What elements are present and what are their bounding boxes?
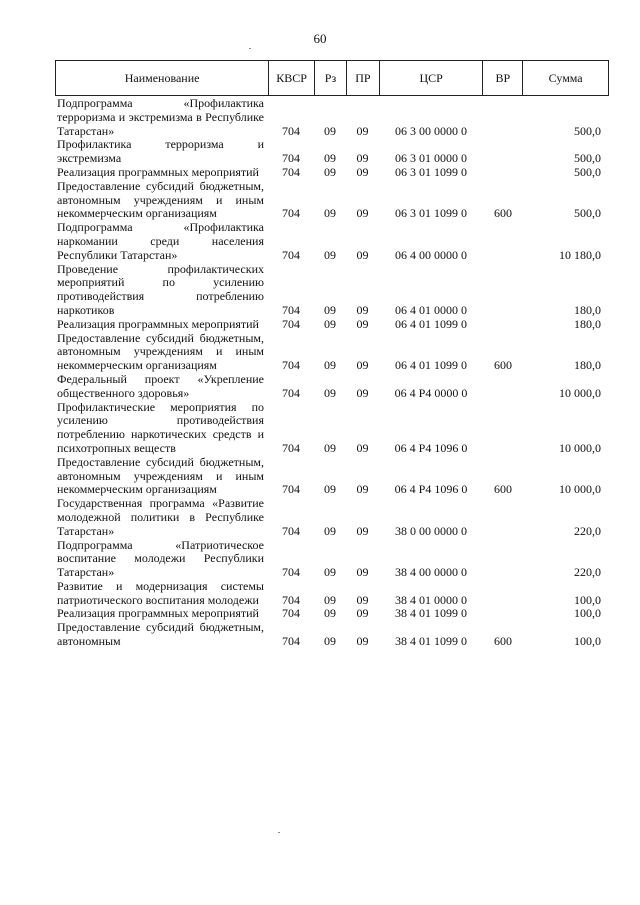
row-csr: 38 4 01 1099 0	[395, 634, 467, 649]
row-csr: 06 3 01 1099 0	[395, 164, 467, 179]
row-rz: 09	[324, 164, 336, 179]
row-csr: 06 4 01 0000 0	[395, 302, 467, 317]
row-csr: 38 0 00 0000 0	[395, 523, 467, 538]
row-vr	[483, 138, 523, 166]
row-rz: 09	[324, 247, 336, 262]
row-csr: 06 3 01 0000 0	[395, 151, 467, 166]
row-rz: 09	[324, 358, 336, 373]
row-pr: 09	[356, 247, 369, 262]
row-rz: 09	[324, 592, 336, 607]
row-kvsr: 704	[282, 302, 300, 317]
row-sum: 100,0	[574, 592, 601, 607]
row-vr: 600	[494, 206, 512, 221]
row-pr: 09	[356, 385, 369, 400]
table-row	[55, 180, 609, 221]
row-kvsr: 704	[282, 606, 300, 621]
row-name: Реализация программных мероприятий	[57, 316, 259, 331]
table-row	[55, 97, 609, 138]
row-pr: 09	[356, 358, 369, 373]
row-vr	[483, 318, 523, 332]
row-name: Предоставление субсидий бюджетным, автономным учреждениям и иным некоммерческим организациям	[57, 178, 264, 221]
row-sum: 10 000,0	[559, 440, 601, 455]
row-vr	[483, 373, 523, 401]
row-sum: 500,0	[574, 123, 601, 138]
row-kvsr: 704	[282, 206, 300, 221]
row-name: Профилактические мероприятия по усилению противодействия потреблению наркотических средств и психотропных веществ	[57, 399, 264, 455]
row-vr	[483, 580, 523, 608]
row-name: Реализация программных мероприятий	[57, 164, 259, 179]
row-pr: 09	[356, 151, 369, 166]
row-vr	[483, 97, 523, 138]
row-sum: 220,0	[574, 565, 601, 580]
row-sum: 220,0	[574, 523, 601, 538]
row-rz: 09	[324, 206, 336, 221]
row-kvsr: 704	[282, 634, 300, 649]
column-header-pr: ПР	[346, 61, 379, 95]
row-kvsr: 704	[282, 123, 300, 138]
row-name: Предоставление субсидий бюджетным, автономным учреждениям и иным некоммерческим организациям	[57, 454, 264, 497]
row-pr: 09	[356, 206, 369, 221]
row-pr: 09	[356, 123, 369, 138]
row-vr: 600	[494, 634, 512, 649]
row-name: Подпрограмма «Профилактика наркомании среди населения Республики Татарстан»	[57, 220, 264, 262]
row-kvsr: 704	[282, 592, 300, 607]
row-csr: 06 4 Р4 0000 0	[394, 385, 468, 400]
row-pr: 09	[356, 592, 369, 607]
row-kvsr: 704	[282, 316, 300, 331]
row-csr: 06 4 Р4 1096 0	[394, 482, 468, 497]
row-kvsr: 704	[282, 164, 300, 179]
row-kvsr: 704	[282, 358, 300, 373]
row-rz: 09	[324, 523, 336, 538]
row-rz: 09	[324, 151, 336, 166]
row-name: Федеральный проект «Укрепление общественного здоровья»	[57, 371, 264, 400]
row-name: Государственная программа «Развитие молодежной политики в Республике Татарстан»	[57, 496, 264, 538]
row-rz: 09	[324, 440, 336, 455]
row-sum: 100,0	[574, 606, 601, 621]
row-pr: 09	[356, 302, 369, 317]
row-vr	[483, 607, 523, 621]
row-kvsr: 704	[282, 440, 300, 455]
row-csr: 06 3 00 0000 0	[395, 123, 467, 138]
row-csr: 38 4 01 1099 0	[395, 606, 467, 621]
row-pr: 09	[356, 164, 369, 179]
row-name: Подпрограмма «Патриотическое воспитание молодежи Республики Татарстан»	[57, 537, 264, 580]
row-vr	[483, 166, 523, 180]
row-csr: 38 4 00 0000 0	[395, 565, 467, 580]
row-csr: 06 4 00 0000 0	[395, 247, 467, 262]
row-vr	[483, 221, 523, 262]
row-pr: 09	[356, 440, 369, 455]
column-header-vr: ВР	[482, 61, 522, 95]
row-vr	[483, 539, 523, 580]
row-csr: 06 4 Р4 1096 0	[394, 440, 468, 455]
row-vr	[483, 401, 523, 456]
row-pr: 09	[356, 565, 369, 580]
column-header-sum: Сумма	[522, 61, 608, 95]
row-kvsr: 704	[282, 565, 300, 580]
row-csr: 38 4 01 0000 0	[395, 592, 467, 607]
scan-speck	[249, 48, 251, 49]
column-header-csr: ЦСР	[379, 61, 483, 95]
column-header-kvsr: КВСР	[268, 61, 314, 95]
row-sum: 10 000,0	[559, 482, 601, 497]
scan-speck	[278, 832, 280, 833]
row-pr: 09	[356, 606, 369, 621]
row-kvsr: 704	[282, 385, 300, 400]
table-row	[55, 456, 609, 497]
column-header-rz: Рз	[314, 61, 346, 95]
row-rz: 09	[324, 385, 336, 400]
table-body	[55, 97, 609, 649]
row-rz: 09	[324, 565, 336, 580]
row-kvsr: 704	[282, 482, 300, 497]
row-sum: 10 000,0	[559, 385, 601, 400]
column-header-name: Наименование	[124, 70, 200, 85]
row-csr: 06 3 01 1099 0	[395, 206, 467, 221]
row-rz: 09	[324, 634, 336, 649]
row-kvsr: 704	[282, 151, 300, 166]
row-name: Профилактика терроризма и экстремизма	[57, 137, 264, 166]
table-header	[55, 60, 609, 96]
table-row	[55, 221, 609, 262]
row-rz: 09	[324, 482, 336, 497]
row-sum: 180,0	[574, 316, 601, 331]
row-pr: 09	[356, 523, 369, 538]
row-pr: 09	[356, 634, 369, 649]
row-vr	[483, 263, 523, 318]
table-row	[55, 318, 609, 332]
row-sum: 100,0	[574, 634, 601, 649]
row-rz: 09	[324, 606, 336, 621]
row-name: Предоставление субсидий бюджетным, автономным	[57, 620, 264, 649]
row-name: Проведение профилактических мероприятий по усилению противодействия потреблению наркотиков	[57, 261, 264, 317]
row-name: Подпрограмма «Профилактика терроризма и экстремизма в Республике Татарстан»	[57, 96, 264, 138]
row-sum: 180,0	[574, 358, 601, 373]
row-csr: 06 4 01 1099 0	[395, 358, 467, 373]
row-name: Предоставление субсидий бюджетным, автономным учреждениям и иным некоммерческим организациям	[57, 330, 264, 373]
row-name: Реализация программных мероприятий	[57, 606, 259, 621]
row-sum: 500,0	[574, 164, 601, 179]
row-sum: 500,0	[574, 151, 601, 166]
row-csr: 06 4 01 1099 0	[395, 316, 467, 331]
row-kvsr: 704	[282, 247, 300, 262]
table-row	[55, 138, 609, 166]
row-vr: 600	[494, 358, 512, 373]
table-row	[55, 497, 609, 538]
row-rz: 09	[324, 302, 336, 317]
row-rz: 09	[324, 316, 336, 331]
page-number: 60	[313, 31, 327, 46]
table-row	[55, 166, 609, 180]
row-sum: 180,0	[574, 302, 601, 317]
table-row	[55, 401, 609, 456]
row-sum: 500,0	[574, 206, 601, 221]
row-name: Развитие и модернизация системы патриотического воспитания молодежи	[57, 578, 264, 607]
row-pr: 09	[356, 316, 369, 331]
table-row	[55, 539, 609, 580]
table-row	[55, 373, 609, 401]
table-row	[55, 621, 609, 649]
table-row	[55, 263, 609, 318]
row-rz: 09	[324, 123, 336, 138]
row-vr	[483, 497, 523, 538]
table-row	[55, 580, 609, 608]
row-pr: 09	[356, 482, 369, 497]
row-vr: 600	[494, 482, 512, 497]
table-row	[55, 332, 609, 373]
row-kvsr: 704	[282, 523, 300, 538]
row-sum: 10 180,0	[559, 247, 601, 262]
table-row	[55, 607, 609, 621]
